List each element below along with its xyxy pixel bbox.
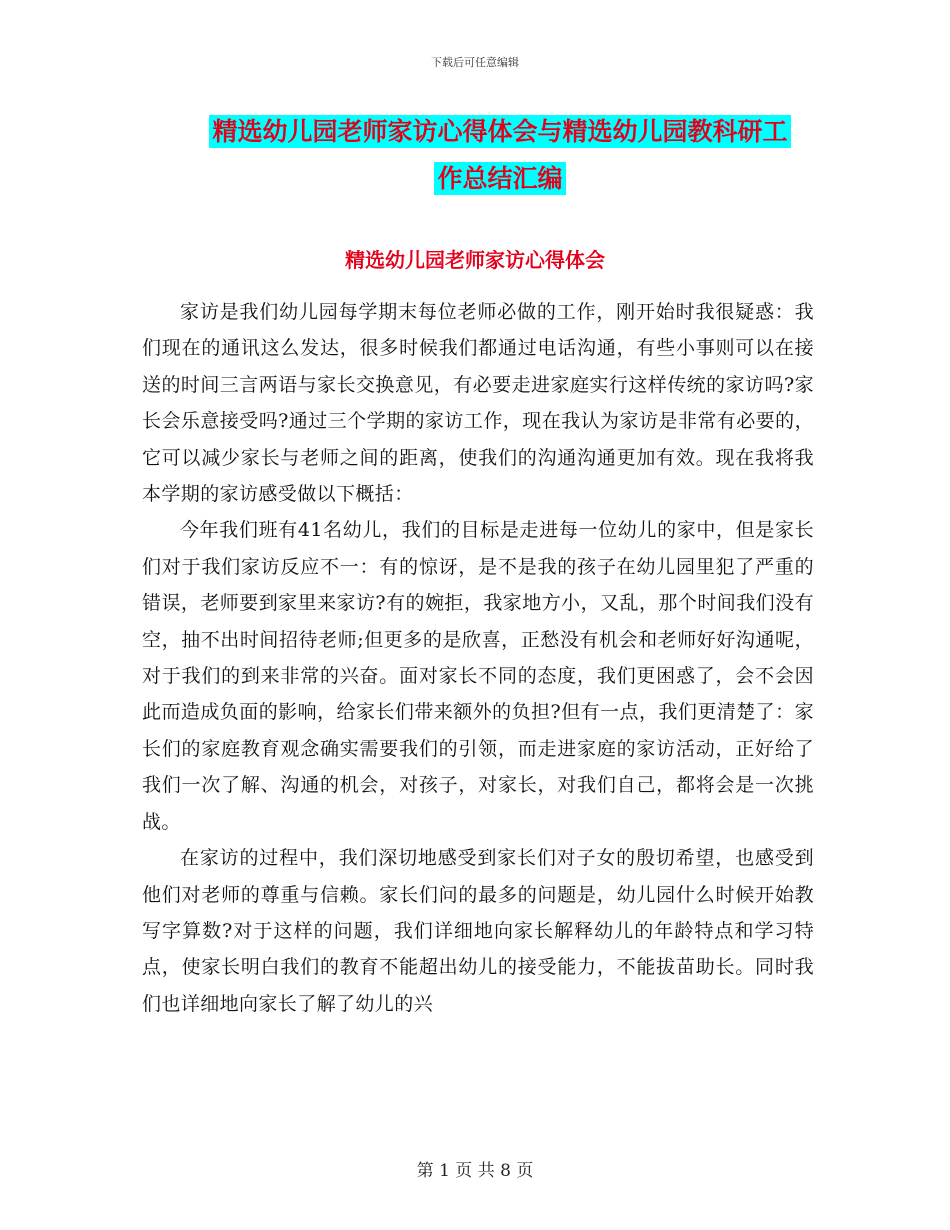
paragraph-1: 家访是我们幼儿园每学期末每位老师必做的工作，刚开始时我很疑惑：我们现在的通讯这么发达，很多时候我们都通过电话沟通，有些小事则可以在接送的时间三言两语与家长交换意见，有必要走进家庭实行这样传统的家访吗?家长会乐意接受吗?通过三个学期的家访工作，现在我认为家访是非常有必要的，它可以减少家长与老师之间的距离，使我们的沟通沟通更加有效。现在我将我本学期的家访感受做以下概括： [142,301,814,506]
page-number: 第 1 页 共 8 页 [416,1161,534,1181]
paragraph-3: 在家访的过程中，我们深切地感受到家长们对子女的殷切希望，也感受到他们对老师的尊重与信赖。家长们问的最多的问题是，幼儿园什么时候开始教写字算数?对于这样的问题，我们详细地向家长解释幼儿的年龄特点和学习特点，使家长明白我们的教育不能超出幼儿的接受能力，不能拔苗助长。同时我们也详细地向家长了解了幼儿的兴 [142,847,814,1015]
document-title-line-2: 作总结汇编 [434,162,565,195]
paragraph-2: 今年我们班有41名幼儿，我们的目标是走进每一位幼儿的家中，但是家长们对于我们家访反应不一：有的惊讶，是不是我的孩子在幼儿园里犯了严重的错误，老师要到家里来家访?有的婉拒，我家地方小，又乱，那个时间我们没有空，抽不出时间招待老师;但更多的是欣喜，正愁没有机会和老师好好沟通呢，对于我们的到来非常的兴奋。面对家长不同的态度，我们更困惑了，会不会因此而造成负面的影响，给家长们带来额外的负担?但有一点，我们更清楚了：家长们的家庭教育观念确实需要我们的引领，而走进家庭的家访活动，正好给了我们一次了解、沟通的机会，对孩子，对家长，对我们自己，都将会是一次挑战。 [142,519,814,833]
body-text [142,294,814,1022]
document-title-line-1: 精选幼儿园老师家访心得体会与精选幼儿园教科研工 [209,115,790,148]
section-title: 精选幼儿园老师家访心得体会 [345,248,605,272]
header-note: 下载后可任意编辑 [431,56,519,69]
document-title [180,108,820,202]
